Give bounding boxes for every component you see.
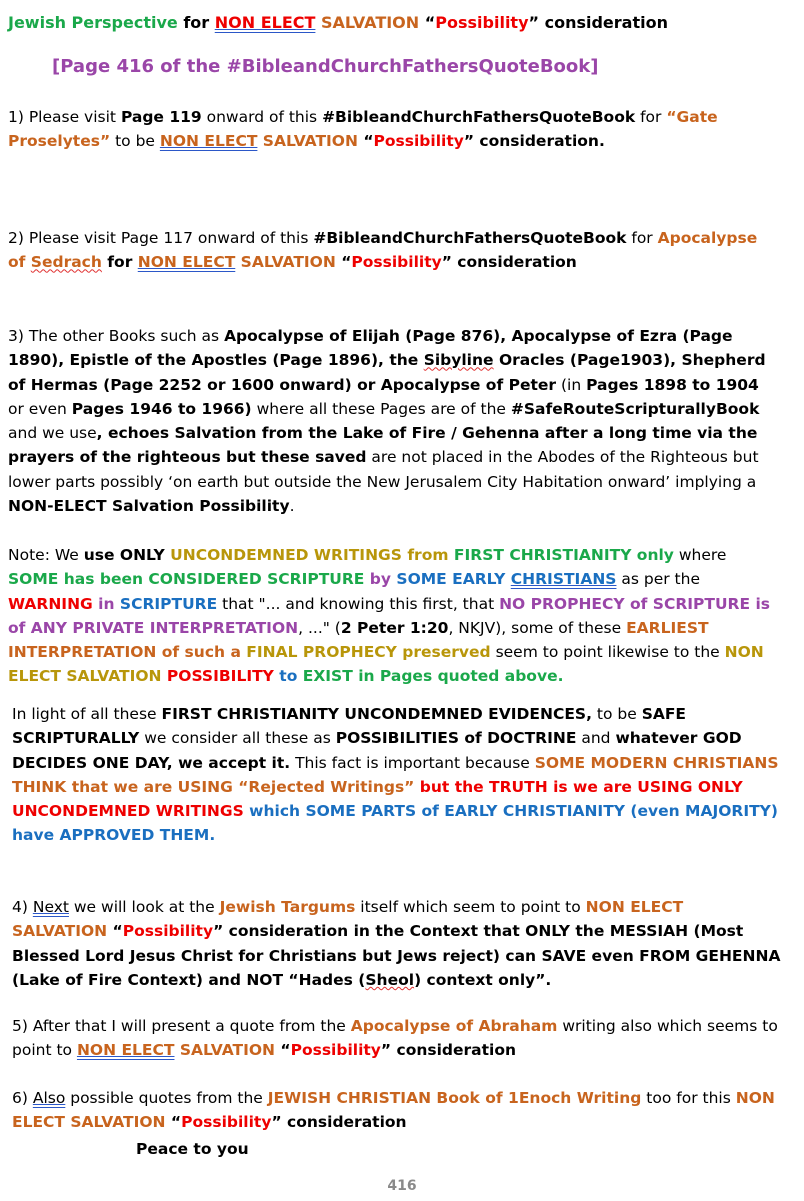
text: Apocalypse of Abraham [350,1017,558,1035]
text: to be [591,705,642,723]
text: . [289,497,295,516]
text: ” consideration. [463,132,605,151]
text: 4) [12,898,33,916]
text: seem to point likewise to the [490,643,725,662]
text: , echoes Salvation from the Lake of Fire / Gehenna after a long time via the prayers of the righteous but these saved [8,424,758,467]
text: NON-ELECT Salvation Possibility [8,497,290,516]
text: NON ELECT SALVATION [12,1089,775,1132]
paragraph-3 [8,324,778,518]
text: FINAL PROPHECY preserved [246,643,491,662]
text: and we use [8,424,97,443]
text: FIRST CHRISTIANITY only [453,546,674,564]
page-number: 416 [387,1178,417,1194]
text: 1) Please visit [8,108,121,126]
text: #SafeRouteScripturallyBook [510,399,760,418]
text: too for this [641,1089,736,1107]
text: ” consideration in the Context that ONLY the MESSIAH (Most Blessed Lord Jesus Christ for Christians but Jews reject) can SAVE even FROM GEHENNA (Lake of Fire Context) and NOT “Hades ( [12,922,781,989]
text: ” consideration [271,1113,407,1132]
text: “ [363,132,374,151]
document-title [8,11,798,35]
text: “ [341,253,352,272]
title-part: “ [424,13,436,32]
text: SOME has been CONSIDERED SCRIPTURE [8,570,365,589]
text: Sedrach [30,253,102,272]
page-reference: [Page 416 of the #BibleandChurchFathersQuoteBook] [52,56,599,77]
text: In light of all these [12,705,162,723]
text: we consider all these as [139,729,336,748]
text: Also [32,1089,66,1107]
text: by [364,570,397,589]
text: where all these Pages are of the [251,399,511,418]
text: NON ELECT [137,253,236,272]
text: , ..." ( [298,618,341,637]
paragraph-note [8,543,778,689]
text: Apocalypse of [8,229,758,272]
title-part: for [177,13,215,32]
text: Possibility [122,922,214,941]
text: “ [107,922,123,941]
text: we will look at the [68,898,220,916]
paragraph-5 [12,1014,782,1063]
text: whatever GOD DECIDES ONE DAY, we accept it. [12,729,742,772]
text: NO PROPHECY of SCRIPTURE is of ANY PRIVATE INTERPRETATION [8,594,771,637]
title-part: SALVATION [315,13,425,32]
text: use ONLY [83,546,171,564]
text: This fact is important because [290,753,535,772]
text: or even [8,399,72,418]
text: for [635,108,667,126]
text: Possibility [351,253,442,272]
paragraph-2 [8,226,768,275]
closing-greeting: Peace to you [136,1140,249,1158]
text: as per the [616,570,700,589]
text: for [101,253,138,272]
text: onward of this [201,108,323,126]
text: , NKJV), some of these [448,618,627,637]
text: but the TRUTH is we are USING ONLY UNCONDEMNED WRITINGS [12,777,743,821]
text: #BibleandChurchFathersQuoteBook [322,108,636,126]
text: for [626,229,658,247]
text: NON ELECT SALVATION [8,643,764,686]
text: to [273,667,303,686]
paragraph-light [12,702,782,848]
text: POSSIBILITIES of DOCTRINE [335,729,577,748]
text: 5) After that I will present a quote from the [12,1017,351,1035]
text: 2) Please visit Page 117 onward of this [8,229,314,247]
text: SALVATION [257,132,364,151]
text: from [401,546,454,564]
text: WARNING [8,594,93,613]
title-part: NON ELECT [214,13,316,32]
text: in [92,594,120,613]
text: SAFE SCRIPTURALLY [12,705,687,748]
text: Possibility [290,1041,381,1060]
text: Note: We [8,546,84,564]
text: Jewish Targums [219,898,356,916]
text: “Gate Proselytes” [8,108,718,151]
text: Possibility [373,132,464,151]
text: NON ELECT SALVATION [12,898,684,941]
text: ) context only”. [414,970,552,989]
text: to be [110,132,160,151]
title-part: ” consideration [528,13,668,32]
text: Pages 1898 to 1904 [586,375,759,394]
text: Possibility [181,1113,272,1132]
text: EARLIEST INTERPRETATION [8,618,709,662]
text: Apocalypse of Elijah (Page 876), Apocalypse of Ezra (Page 1890), Epistle of the Apostles (Page 1896), the [8,327,733,370]
text: Sibyline [423,351,494,370]
text: Oracles (Page1903), Shepherd of Hermas (Page 2252 or 1600 onward) or Apocalypse of Peter [8,351,766,394]
text: (in [556,375,587,394]
text: NON ELECT [159,132,258,151]
text: SOME EARLY [396,570,511,589]
text: NON ELECT [76,1041,175,1060]
text: which SOME PARTS of EARLY CHRISTIANITY (even MAJORITY) have APPROVED THEM. [12,802,778,845]
title-part: Possibility [435,13,529,32]
text: itself which seem to point to [355,898,586,916]
text: POSSIBILITY [161,667,274,686]
text: SOME MODERN CHRISTIANS THINK that we are USING “Rejected Writings” [12,753,779,796]
paragraph-1 [8,105,768,154]
text: writing also which seems to point to [12,1017,778,1060]
text: 2 Peter 1:20 [340,618,449,637]
text: SALVATION [174,1041,281,1060]
text: CHRISTIANS [510,570,617,589]
text: are not placed in the Abodes of the Righteous but lower parts possibly ‘on earth but outside the New Jerusalem City Habitation onward’ implying a [8,448,759,491]
text: SALVATION [235,253,342,272]
text: and [576,729,616,748]
text: where [673,546,727,564]
text: ” consideration [380,1041,517,1060]
text: that "... and knowing this first, that [217,594,500,613]
text: 3) The other Books such as [8,327,225,345]
text: “ [280,1041,291,1060]
text: 6) [12,1089,33,1107]
text: possible quotes from the [65,1089,268,1107]
text: ” consideration [441,253,577,272]
text: FIRST CHRISTIANITY UNCONDEMNED EVIDENCES, [161,705,592,723]
text: Pages 1946 to 1966) [71,399,252,418]
text: “ [165,1113,182,1132]
title-part: Jewish Perspective [8,13,178,32]
text: #BibleandChurchFathersQuoteBook [313,229,627,247]
text: SCRIPTURE [119,594,218,613]
text: of such a [156,643,247,662]
paragraph-4 [12,895,782,992]
paragraph-6 [12,1086,782,1135]
text: UNCONDEMNED WRITINGS [170,546,402,564]
text: JEWISH CHRISTIAN Book of 1Enoch Writing [267,1089,642,1107]
text: Sheol [365,970,415,989]
text: EXIST in Pages quoted above. [302,667,564,686]
text: Page 119 [120,108,202,126]
text: Next [32,898,69,916]
